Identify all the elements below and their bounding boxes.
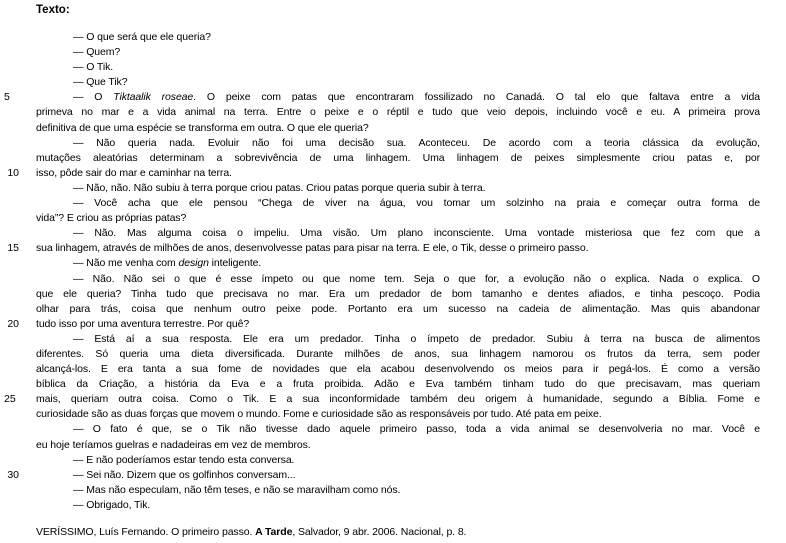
text-line — [36, 272, 760, 287]
text-line — [7, 317, 760, 332]
line-number: 20 — [7, 317, 19, 330]
text-line — [36, 196, 760, 211]
text-segment: Tiktaalik roseae — [113, 91, 194, 104]
line-number: 30 — [7, 468, 19, 481]
text-segment: primeva no mar e a vida animal na terra. Entre o peixe e o réptil e tudo que veio depois, incluindo você e eu. A primeira prova — [36, 106, 760, 119]
text-line — [36, 407, 760, 422]
text-segment: eu hoje teríamos guelras e nadadeiras em vez de membros. — [36, 438, 311, 451]
text-line — [36, 422, 760, 437]
text-segment: vida”? E criou as próprias patas? — [36, 212, 187, 225]
text-segment: isso, pôde sair do mar e caminhar na terra. — [36, 166, 232, 179]
text-line — [36, 453, 760, 468]
line-number: 15 — [7, 242, 19, 255]
text-line — [36, 60, 760, 75]
text-segment: — O Tik. — [73, 61, 114, 74]
text-segment: — Mas não especulam, não têm teses, e não se maravilham como nós. — [73, 483, 401, 496]
text-line — [36, 75, 760, 90]
text-segment: design — [178, 257, 209, 270]
text-segment: — Quem? — [73, 46, 121, 59]
text-segment: alcançá-los. E era tanta a sua fome de novidades que ela acabou desenvolvendo os meios para ir pegá-los. É como a versão — [36, 363, 760, 376]
text-segment: — Não queria nada. Evoluir não foi uma decisão sua. Aconteceu. De acordo com a teoria clássica da evolução, — [73, 136, 760, 149]
text-segment: , Salvador, 9 abr. 2006. Nacional, p. 8. — [292, 526, 467, 538]
citation — [36, 526, 760, 538]
text-segment: — O fato é que, se o Tik não tivesse dado aquele primeiro passo, toda a vida animal se desenvolveria no mar. Você e — [73, 423, 760, 436]
line-number: 10 — [7, 166, 19, 179]
text-line — [36, 377, 760, 392]
text-line — [36, 438, 760, 453]
text-line — [4, 392, 760, 407]
text-segment: — O — [73, 91, 114, 104]
text-segment: tudo isso por uma aventura terrestre. Por quê? — [36, 317, 250, 330]
text-segment: bíblica da Criação, a história da Eva e a fruta proibida. Adão e Eva também tinham tudo do que precisavam, mas queriam — [36, 378, 760, 391]
text-body — [4, 30, 761, 513]
text-line — [36, 136, 760, 151]
text-line — [36, 347, 760, 362]
text-line — [36, 211, 760, 226]
text-segment: mutações aleatórias determinam a sobrevivência de uma linhagem. Uma linhagem de peixes simplesmente criou patas e, por — [36, 151, 760, 164]
text-line — [36, 498, 760, 513]
text-line — [36, 151, 760, 166]
text-segment: — Não. Não sei o que é esse ímpeto ou que nome tem. Seja o que for, a evolução não o explica. Nada o explica. O — [73, 272, 760, 285]
text-segment: — O que será que ele queria? — [73, 31, 211, 43]
text-line — [36, 332, 760, 347]
text-line — [7, 468, 760, 483]
text-line — [36, 226, 760, 241]
text-line — [36, 483, 760, 498]
text-segment: curiosidade são as duas forças que movem o mundo. Fome e curiosidade são as responsáveis por tudo. Até pata em peixe. — [36, 408, 602, 421]
text-line — [36, 30, 760, 45]
text-segment: — Não me venha com — [73, 257, 179, 270]
line-number: 5 — [4, 91, 10, 104]
text-segment: VERÍSSIMO, Luís Fernando. O primeiro passo. — [36, 526, 256, 538]
line-number: 25 — [4, 393, 16, 406]
text-line — [36, 256, 760, 271]
text-label: Texto: — [36, 4, 70, 16]
text-segment: sua linhagem, através de milhões de anos, desenvolvesse patas para pisar na terra. E ele, o Tik, desse o primeiro passo. — [36, 242, 589, 255]
text-line — [36, 181, 760, 196]
text-segment: A Tarde — [255, 526, 293, 538]
text-segment: — Está aí a sua resposta. Ele era um predador. Tinha o ímpeto de predador. Subiu à terra na busca de alimentos — [73, 332, 760, 345]
text-segment: — Você acha que ele pensou “Chega de viver na água, vou tomar um solzinho na praia e começar outra forma de — [73, 197, 760, 210]
text-segment: — Obrigado, Tik. — [73, 498, 151, 511]
text-segment: — Não. Mas alguma coisa o impeliu. Uma visão. Um plano inconsciente. Uma vontade misteriosa que fez com que a — [73, 227, 760, 240]
text-segment: diferentes. Só queria uma dieta diversificada. Durante milhões de anos, sua linhagem namorou os frutos da terra, sem poder — [36, 347, 760, 360]
text-segment: inteligente. — [208, 257, 262, 270]
text-segment: definitiva de que uma espécie se transforma em outra. O que ele queria? — [36, 121, 369, 134]
text-segment: — Não, não. Não subiu à terra porque criou patas. Criou patas porque queria subir à terra. — [73, 181, 486, 194]
text-line — [36, 121, 760, 136]
text-line — [7, 166, 760, 181]
text-line — [36, 362, 760, 377]
text-segment: . O peixe com patas que encontraram fossilizado no Canadá. O tal elo que faltava entre a vida — [193, 91, 761, 104]
text-segment: — Sei não. Dizem que os golfinhos conversam... — [73, 468, 296, 481]
text-line — [4, 90, 761, 105]
text-line — [36, 302, 760, 317]
text-segment: — E não poderíamos estar tendo esta conversa. — [73, 453, 295, 466]
text-line — [7, 241, 760, 256]
text-segment: mais, queriam outra coisa. Como o Tik. E a sua inconformidade também deu origem à humanidade, segundo a Bíblia. Fome e — [36, 393, 760, 406]
text-line — [36, 105, 760, 120]
text-segment: — Que Tik? — [73, 76, 128, 89]
text-segment: olhar para trás, coisa que nenhum outro peixe pode. Portanto era um sucesso na cadeia de alimentação. Mas quis abandonar — [36, 302, 760, 315]
text-line — [36, 287, 760, 302]
text-segment: que ele queria? Tinha tudo que precisava no mar. Era um predador de bom tamanho e dentes afiados, e tinha pescoço. Podia — [36, 287, 760, 300]
text-line — [36, 45, 760, 60]
